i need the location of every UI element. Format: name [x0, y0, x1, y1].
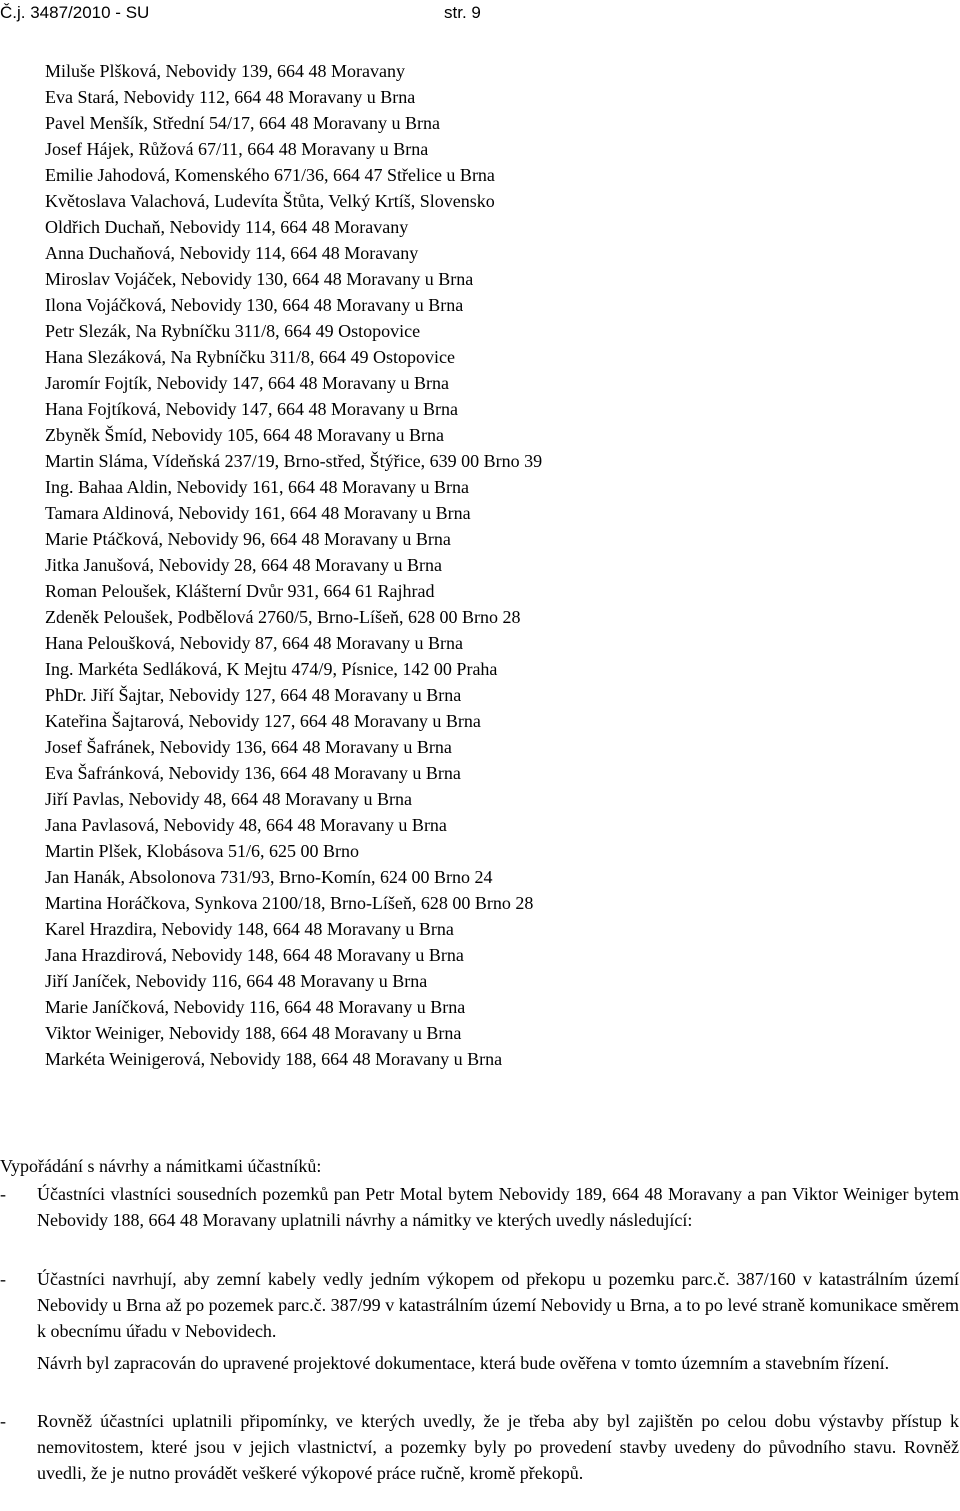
list-item: Karel Hrazdira, Nebovidy 148, 664 48 Moravany u Brna: [45, 919, 454, 939]
list-item: Martina Horáčkova, Synkova 2100/18, Brno-Líšeň, 628 00 Brno 28: [45, 893, 534, 913]
list-item: Hana Slezáková, Na Rybníčku 311/8, 664 49 Ostopovice: [45, 347, 456, 367]
list-item: Kateřina Šajtarová, Nebovidy 127, 664 48 Moravany u Brna: [45, 711, 481, 731]
list-item: Miluše Plšková, Nebovidy 139, 664 48 Moravany: [45, 61, 405, 81]
list-item: Pavel Menšík, Střední 54/17, 664 48 Moravany u Brna: [45, 113, 440, 133]
list-item: Jitka Janušová, Nebovidy 28, 664 48 Moravany u Brna: [45, 555, 442, 575]
bullet-dash: -: [0, 1184, 6, 1204]
list-item: Miroslav Vojáček, Nebovidy 130, 664 48 Moravany u Brna: [45, 269, 474, 289]
bullet-text: Účastníci vlastníci sousedních pozemků pan Petr Motal bytem Nebovidy 189, 664 48 Moravany a pan Viktor Weiniger bytem Nebovidy 188, 664 48 Moravany uplatnili návrhy a námitky ve kterých uvedly následující:: [37, 1184, 959, 1230]
list-item: PhDr. Jiří Šajtar, Nebovidy 127, 664 48 Moravany u Brna: [45, 685, 462, 705]
list-item: Jan Hanák, Absolonova 731/93, Brno-Komín, 624 00 Brno 24: [45, 867, 493, 887]
list-item: Eva Šafránková, Nebovidy 136, 664 48 Moravany u Brna: [45, 763, 461, 783]
list-item: Josef Hájek, Růžová 67/11, 664 48 Moravany u Brna: [45, 139, 429, 159]
list-item: Jana Hrazdirová, Nebovidy 148, 664 48 Moravany u Brna: [45, 945, 464, 965]
list-item: Ing. Markéta Sedláková, K Mejtu 474/9, Písnice, 142 00 Praha: [45, 659, 498, 679]
page-number: str. 9: [444, 3, 481, 22]
list-item: Emilie Jahodová, Komenského 671/36, 664 47 Střelice u Brna: [45, 165, 495, 185]
list-item: Jana Pavlasová, Nebovidy 48, 664 48 Moravany u Brna: [45, 815, 447, 835]
paragraph: Návrh byl zapracován do upravené projektové dokumentace, která bude ověřena v tomto územním a stavebním řízení.: [37, 1353, 890, 1373]
list-item: Marie Ptáčková, Nebovidy 96, 664 48 Moravany u Brna: [45, 529, 451, 549]
list-item: Roman Peloušek, Klášterní Dvůr 931, 664 61 Rajhrad: [45, 581, 435, 601]
list-item: Hana Peloušková, Nebovidy 87, 664 48 Moravany u Brna: [45, 633, 463, 653]
reference-number: Č.j. 3487/2010 - SU: [0, 3, 150, 22]
list-item: Tamara Aldinová, Nebovidy 161, 664 48 Moravany u Brna: [45, 503, 471, 523]
list-item: Markéta Weinigerová, Nebovidy 188, 664 48 Moravany u Brna: [45, 1049, 503, 1069]
list-item: Josef Šafránek, Nebovidy 136, 664 48 Moravany u Brna: [45, 737, 452, 757]
list-item: Jiří Pavlas, Nebovidy 48, 664 48 Moravany u Brna: [45, 789, 412, 809]
list-item: Hana Fojtíková, Nebovidy 147, 664 48 Moravany u Brna: [45, 399, 458, 419]
list-item: Martin Plšek, Klobásova 51/6, 625 00 Brno: [45, 841, 359, 861]
bullet-text: Účastníci navrhují, aby zemní kabely vedly jedním výkopem od překopu u pozemku parc.č. 387/160 v katastrálním území Nebovidy u Brna až po pozemek parc.č. 387/99 v katastrálním území Nebovidy u Brna, a to po levé straně komunikace směrem k obecnímu úřadu v Nebovidech.: [37, 1269, 959, 1341]
list-item: Oldřich Duchaň, Nebovidy 114, 664 48 Moravany: [45, 217, 409, 237]
list-item: Eva Stará, Nebovidy 112, 664 48 Moravany u Brna: [45, 87, 416, 107]
list-item: Zbyněk Šmíd, Nebovidy 105, 664 48 Moravany u Brna: [45, 425, 444, 445]
list-item: Jiří Janíček, Nebovidy 116, 664 48 Moravany u Brna: [45, 971, 428, 991]
list-item: Petr Slezák, Na Rybníčku 311/8, 664 49 Ostopovice: [45, 321, 421, 341]
list-item: Zdeněk Peloušek, Podbělová 2760/5, Brno-Líšeň, 628 00 Brno 28: [45, 607, 521, 627]
list-item: Martin Sláma, Vídeňská 237/19, Brno-střed, Štýřice, 639 00 Brno 39: [45, 451, 543, 471]
list-item: Květoslava Valachová, Ludevíta Štůta, Velký Krtíš, Slovensko: [45, 191, 495, 211]
list-item: Ilona Vojáčková, Nebovidy 130, 664 48 Moravany u Brna: [45, 295, 464, 315]
participants-list: [45, 58, 945, 1072]
list-item: Marie Janíčková, Nebovidy 116, 664 48 Moravany u Brna: [45, 997, 466, 1017]
page-header: [0, 0, 960, 30]
bullet-dash: -: [0, 1411, 6, 1431]
list-item: Anna Duchaňová, Nebovidy 114, 664 48 Moravany: [45, 243, 419, 263]
section-title: Vypořádání s návrhy a námitkami účastníků:: [0, 1156, 322, 1176]
list-item: Jaromír Fojtík, Nebovidy 147, 664 48 Moravany u Brna: [45, 373, 449, 393]
bullet-text: Rovněž účastníci uplatnili připomínky, ve kterých uvedly, že je třeba aby byl zajištěn po celou dobu výstavby přístup k nemovitostem, které jsou v jejich vlastnictví, a pozemky byly po provedení stavby uvedeny do původního stavu. Rovněž uvedli, že je nutno provádět veškeré výkopové práce ručně, kromě překopů.: [37, 1411, 959, 1483]
bullet-dash: -: [0, 1269, 6, 1289]
list-item: Viktor Weiniger, Nebovidy 188, 664 48 Moravany u Brna: [45, 1023, 462, 1043]
list-item: Ing. Bahaa Aldin, Nebovidy 161, 664 48 Moravany u Brna: [45, 477, 469, 497]
